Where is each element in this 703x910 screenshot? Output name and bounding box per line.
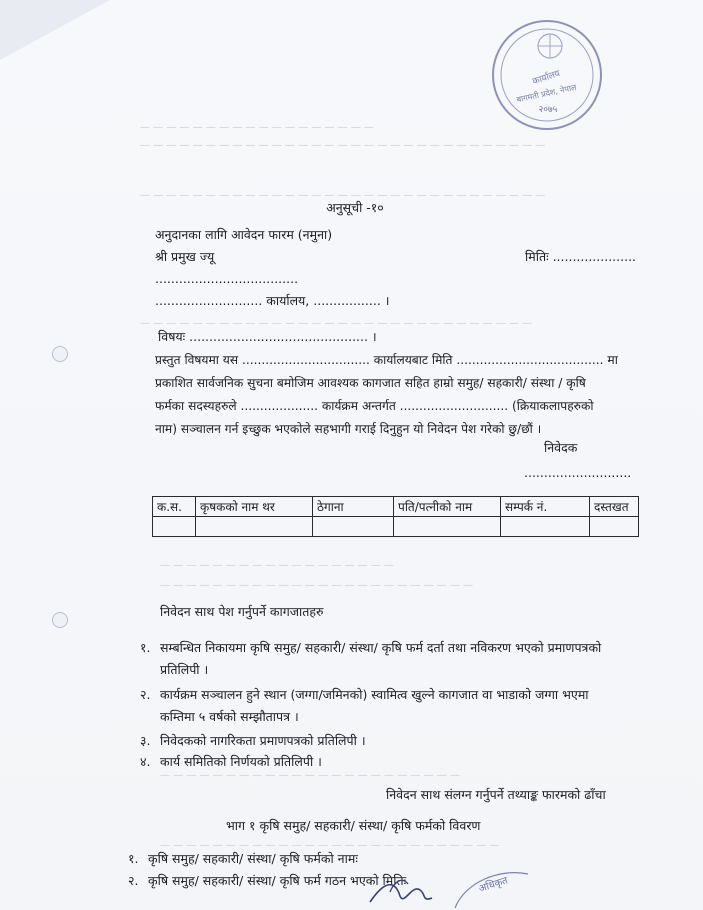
body-line-1: प्रस्तुत विषयमा यस ................................. कार्यालयबाट मिति ...................................... मा (155, 353, 618, 367)
body-line-4: नाम) सञ्चालन गर्न इच्छुक भएकोले सहभागी गराई दिनुहुन यो निवेदन पेश गरेको छु/छौं । (155, 422, 542, 436)
bleed-through-text: — — — — — — — — — — — — — — — — — — — — — — — — (160, 580, 474, 591)
punch-hole (52, 346, 68, 362)
col-address: ठेगाना (313, 497, 394, 517)
officer-signature (360, 862, 530, 910)
col-farmer-name: कृषकको नाम थर (196, 497, 313, 517)
seal-line-3: २०७५ (538, 105, 558, 115)
doc-item-2-line-2: कम्तिमा ५ वर्षको सम्झौतापत्र । (160, 709, 299, 724)
bleed-through-text: — — — — — — — — — — — — — — — — — — — — — — — — — — (160, 840, 500, 851)
doc-item-2-line-1: कार्यक्रम सञ्चालन हुने स्थान (जग्गा/जमिनको) स्वामित्व खुल्ने कागजात वा भाडाको जग्गा भएमा (160, 687, 589, 702)
doc-item-4-line-1: कार्य समितिको निर्णयको प्रतिलिपी । (160, 754, 322, 769)
seal-line-1: कार्यालय (531, 68, 562, 88)
applicant-label: निवेदक (544, 440, 578, 455)
doc-item-3-line-1: निवेदकको नागरिकता प्रमाणपत्रको प्रतिलिपी । (160, 733, 366, 748)
table-row (153, 517, 639, 537)
table-cell (153, 517, 196, 537)
table-cell (394, 517, 501, 537)
bleed-through-text: — — — — — — — — — — — — — — — — — — — — — — — (160, 770, 460, 781)
bleed-through-text: — — — — — — — — — — — — — — — — — — — — — — — — — — — — — — (140, 318, 533, 329)
farmers-table (152, 496, 639, 537)
seal-line-2: बागमती प्रदेश, नेपाल (515, 82, 578, 105)
office-seal (488, 16, 606, 134)
addressee: श्री प्रमुख ज्यू (155, 249, 215, 264)
signature-stamp-text: अधिकृत (477, 875, 510, 895)
format-item-2-text: कृषि समुह/ सहकारी/ संस्था/ कृषि फर्म गठन भएको मितिः (148, 873, 407, 888)
doc-item-3-number: ३. (140, 733, 151, 748)
documents-heading: निवेदन साथ पेश गर्नुपर्ने कागजातहरु (160, 604, 324, 619)
doc-item-1-line-1: सम्बन्धित निकायमा कृषि समुह/ सहकारी/ संस्था/ कृषि फर्म दर्ता तथा नविकरण भएको प्रमाणपत्रको (160, 640, 602, 655)
table-cell (313, 517, 394, 537)
doc-item-4-number: ४. (140, 754, 151, 769)
bleed-through-text: — — — — — — — — — — — — — — — — — — (140, 122, 375, 133)
table-cell (590, 517, 639, 537)
punch-hole (52, 612, 68, 628)
body-line-3: फर्मका सदस्यहरुले .................... कार्यक्रम अन्तर्गत ............................ (क्रियाकलापहरुको (155, 399, 594, 413)
table-header-row (153, 497, 639, 517)
format-heading: निवेदन साथ संलग्न गर्नुपर्ने तथ्याङ्क फारमको ढाँचा (386, 787, 606, 802)
part-title: भाग १ कृषि समुह/ सहकारी/ संस्था/ कृषि फर्मको विवरण (226, 818, 481, 833)
bleed-through-text: — — — — — — — — — — — — — — — — — — — — — — — — — — — — — — — (140, 190, 546, 201)
col-signature: दस्तखत (590, 497, 639, 517)
doc-item-2-number: २. (140, 687, 151, 702)
date-field: मितिः ..................... (525, 249, 637, 264)
table-cell (501, 517, 590, 537)
bleed-through-text: — — — — — — — — — — — — — — — — — — (160, 560, 395, 571)
applicant-signature-dots: ........................... (524, 465, 632, 480)
bleed-through-text: — — — — — — — — — — — — — — — — — — — — — — — — — — — — — — — (140, 140, 546, 151)
subject-line: विषयः ............................................. । (158, 329, 377, 344)
format-item-1-number: १. (128, 851, 139, 866)
page-fold-corner (0, 0, 110, 60)
format-item-2-number: २. (128, 873, 139, 888)
table-cell (196, 517, 313, 537)
body-line-2: प्रकाशित सार्वजनिक सुचना बमोजिम आवश्यक कागजात सहित हाम्रो समुह/ सहकारी/ संस्था / कृषि (155, 376, 586, 390)
col-contact-number: सम्पर्क नं. (501, 497, 590, 517)
col-spouse-name: पति/पत्नीको नाम (394, 497, 501, 517)
format-item-1-text: कृषि समुह/ सहकारी/ संस्था/ कृषि फर्मको नामः (148, 851, 358, 866)
col-serial: क.स. (153, 497, 196, 517)
addressee-dots: .................................... (155, 271, 299, 286)
office-line: ........................... कार्यालय, ................. । (155, 293, 390, 308)
form-title: अनुदानका लागि आवेदन फारम (नमुना) (155, 227, 333, 242)
schedule-heading: अनुसूची -१० (326, 200, 384, 215)
doc-item-1-line-2: प्रतिलिपी । (160, 662, 209, 677)
doc-item-1-number: १. (140, 640, 151, 655)
